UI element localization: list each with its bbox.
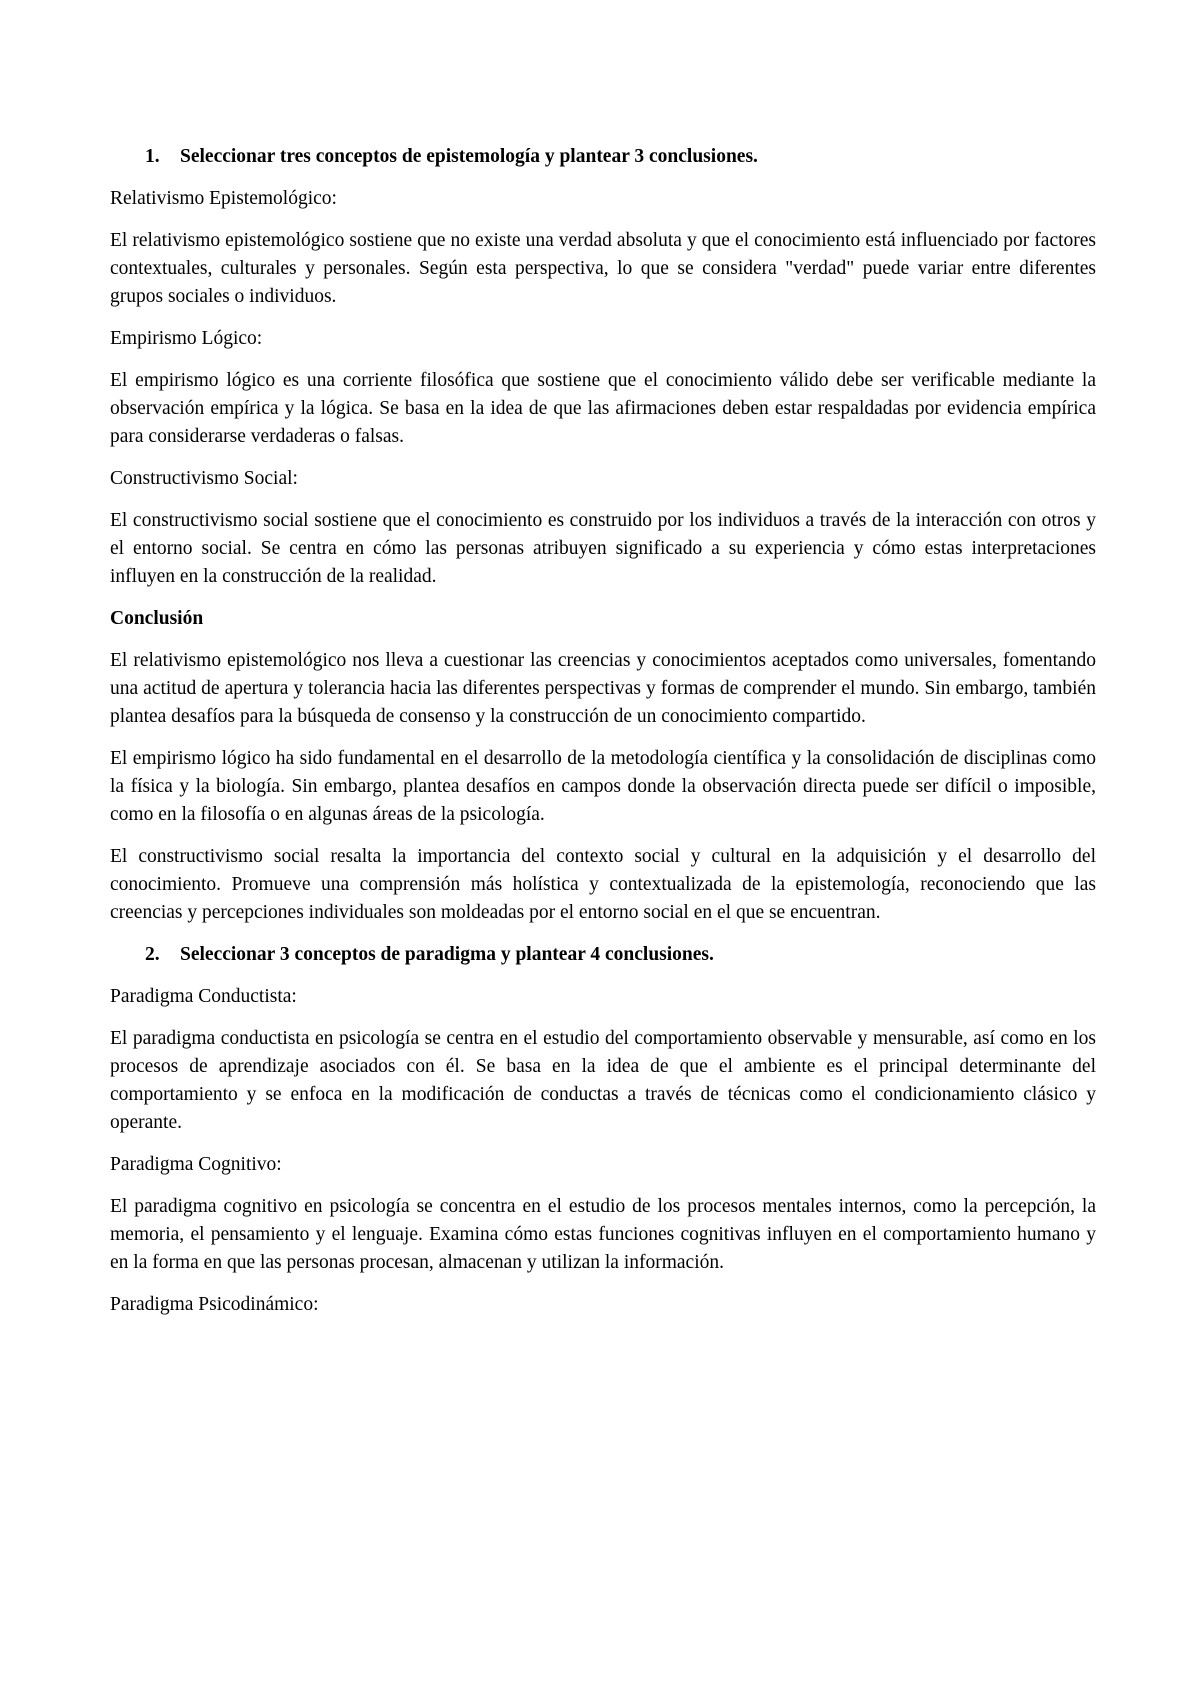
concept-text: El constructivismo social sostiene que el conocimiento es construido por los individuos a través de la interacción con otros y el entorno social. Se centra en cómo las personas atribuyen significado a su experiencia y cómo estas interpretaciones influyen en la construcción de la realidad. [110, 510, 1096, 587]
concept-label: Paradigma Cognitivo: [110, 1154, 282, 1175]
concept-label: Empirismo Lógico: [110, 328, 263, 349]
section-number: 1. [145, 146, 160, 167]
concept-label: Constructivismo Social: [110, 468, 298, 489]
section-title: Seleccionar tres conceptos de epistemología y plantear 3 conclusiones. [180, 146, 758, 167]
section-number: 2. [145, 944, 160, 965]
conclusion-paragraph: El empirismo lógico ha sido fundamental en el desarrollo de la metodología científica y la consolidación de disciplinas como la física y la biología. Sin embargo, plantea desafíos en campos donde la observación directa puede ser difícil o imposible, como en la filosofía o en algunas áreas de la psicología. [110, 748, 1096, 825]
concept-label: Paradigma Psicodinámico: [110, 1294, 319, 1315]
concept-text: El empirismo lógico es una corriente filosófica que sostiene que el conocimiento válido debe ser verificable mediante la observación empírica y la lógica. Se basa en la idea de que las afirmaciones deben estar respaldadas por evidencia empírica para considerarse verdaderas o falsas. [110, 370, 1096, 447]
conclusion-heading: Conclusión [110, 608, 204, 629]
concept-label: Paradigma Conductista: [110, 986, 297, 1007]
concept-text: El relativismo epistemológico sostiene que no existe una verdad absoluta y que el conocimiento está influenciado por factores contextuales, culturales y personales. Según esta perspectiva, lo que se considera "verdad" puede variar entre diferentes grupos sociales o individuos. [110, 230, 1096, 307]
conclusion-paragraph: El constructivismo social resalta la importancia del contexto social y cultural en la adquisición y el desarrollo del conocimiento. Promueve una comprensión más holística y contextualizada de la epistemología, reconociendo que las creencias y percepciones individuales son moldeadas por el entorno social en el que se encuentran. [110, 846, 1096, 923]
document-page [110, 143, 1096, 1333]
concept-label: Relativismo Epistemológico: [110, 188, 337, 209]
section-title: Seleccionar 3 conceptos de paradigma y plantear 4 conclusiones. [180, 944, 714, 965]
section-heading-1 [110, 143, 1096, 171]
concept-text: El paradigma conductista en psicología se centra en el estudio del comportamiento observable y mensurable, así como en los procesos de aprendizaje asociados con él. Se basa en la idea de que el ambiente es el principal determinante del comportamiento y se enfoca en la modificación de conductas a través de técnicas como el condicionamiento clásico y operante. [110, 1028, 1096, 1133]
concept-text: El paradigma cognitivo en psicología se concentra en el estudio de los procesos mentales internos, como la percepción, la memoria, el pensamiento y el lenguaje. Examina cómo estas funciones cognitivas influyen en el comportamiento humano y en la forma en que las personas procesan, almacenan y utilizan la información. [110, 1196, 1096, 1273]
section-heading-2 [110, 941, 1096, 969]
conclusion-paragraph: El relativismo epistemológico nos lleva a cuestionar las creencias y conocimientos aceptados como universales, fomentando una actitud de apertura y tolerancia hacia las diferentes perspectivas y formas de comprender el mundo. Sin embargo, también plantea desafíos para la búsqueda de consenso y la construcción de un conocimiento compartido. [110, 650, 1096, 727]
